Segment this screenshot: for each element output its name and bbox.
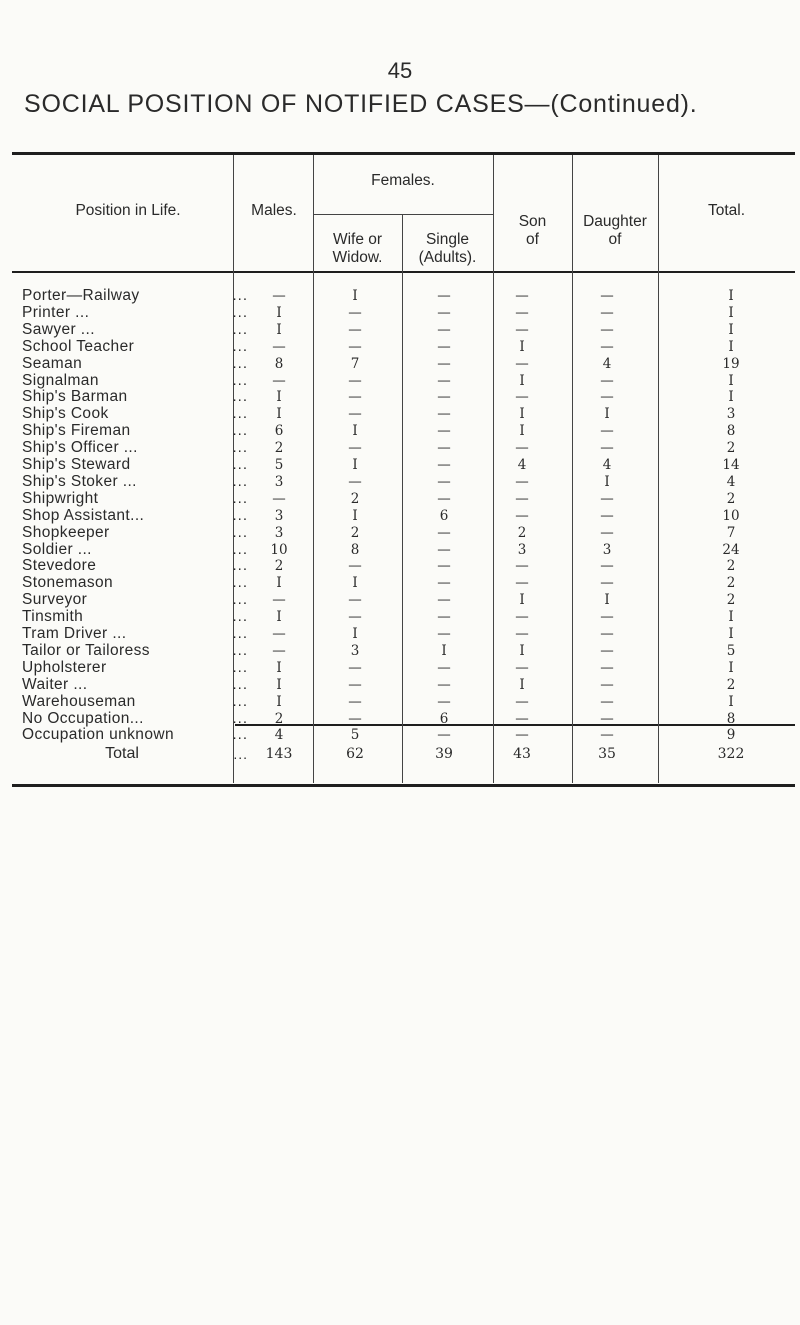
single-adults-cell: — <box>437 288 451 304</box>
daughter-of-cell: — <box>600 338 614 355</box>
row-dots: ... <box>232 675 248 693</box>
row-label: Ship's Fireman <box>22 422 131 440</box>
total-cell: I <box>728 288 734 304</box>
total-cell: I <box>728 693 734 710</box>
wife-or-widow-cell: 7 <box>350 355 360 372</box>
table-row <box>22 659 792 677</box>
table-row <box>22 693 792 711</box>
row-label: Shipwright <box>22 489 99 507</box>
total-cell: 2 <box>726 558 736 575</box>
row-dots: ... <box>232 625 248 642</box>
males-cell: I <box>276 304 282 321</box>
single-adults-cell: — <box>437 304 451 321</box>
header-total: Total. <box>707 202 746 219</box>
table-row <box>22 456 792 474</box>
daughter-of-cell: I <box>604 473 610 490</box>
males-cell: — <box>272 338 286 355</box>
son-of-cell: — <box>515 355 529 372</box>
totals-single: 39 <box>435 746 453 762</box>
row-dots: ... <box>232 337 248 355</box>
daughter-of-cell: — <box>600 676 614 693</box>
wife-or-widow-cell: — <box>348 659 362 676</box>
son-of-cell: — <box>515 710 529 727</box>
daughter-of-cell: — <box>600 507 614 524</box>
row-label: Shop Assistant... <box>22 506 145 524</box>
total-cell: 2 <box>726 575 736 592</box>
total-cell: 10 <box>722 507 740 524</box>
total-cell: 5 <box>726 642 736 659</box>
daughter-of-cell: — <box>600 321 614 338</box>
total-cell: I <box>728 321 734 338</box>
row-label: Upholsterer <box>22 658 107 676</box>
row-label: Ship's Stoker ... <box>22 472 137 490</box>
daughter-of-cell: — <box>600 642 614 659</box>
totals-daughter: 35 <box>598 746 616 762</box>
wife-or-widow-cell: 2 <box>350 524 360 541</box>
table-row <box>22 372 792 390</box>
header-wife-line2: Widow. <box>332 249 383 266</box>
single-adults-cell: 6 <box>439 507 449 524</box>
daughter-of-cell: — <box>600 440 614 457</box>
row-label: Ship's Steward <box>22 456 131 473</box>
header-males: Males. <box>251 202 297 219</box>
son-of-cell: — <box>515 693 529 710</box>
row-dots: ... <box>232 608 248 626</box>
daughter-of-cell: I <box>604 406 610 423</box>
single-adults-cell: I <box>441 642 447 659</box>
son-of-cell: I <box>519 676 525 693</box>
row-dots: ... <box>232 709 248 727</box>
single-adults-cell: — <box>437 406 451 423</box>
totals-males: 143 <box>265 746 293 762</box>
son-of-cell: 2 <box>517 524 527 541</box>
son-of-cell: — <box>515 473 529 490</box>
total-cell: 8 <box>726 710 736 727</box>
males-cell: 8 <box>274 355 284 372</box>
single-adults-cell: — <box>437 423 451 440</box>
row-label: Ship's Barman <box>22 388 128 406</box>
total-cell: 2 <box>726 490 736 507</box>
row-label: Warehouseman <box>22 692 136 710</box>
daughter-of-cell: — <box>600 710 614 727</box>
wife-or-widow-cell: I <box>352 575 358 592</box>
single-adults-cell: — <box>437 592 451 609</box>
males-cell: 10 <box>270 541 288 558</box>
daughter-of-cell: — <box>600 609 614 626</box>
son-of-cell: — <box>515 575 529 592</box>
row-dots: ... <box>232 540 248 558</box>
single-adults-cell: — <box>437 372 451 389</box>
son-of-cell: I <box>519 406 525 423</box>
wife-or-widow-cell: I <box>352 457 358 473</box>
single-adults-cell: — <box>437 355 451 372</box>
single-adults-cell: 6 <box>439 710 449 727</box>
row-label: Tailor or Tailoress <box>22 641 150 659</box>
row-dots: ... <box>232 692 248 710</box>
son-of-cell: — <box>515 626 529 642</box>
row-label: Ship's Cook <box>22 405 109 423</box>
total-cell: 4 <box>726 473 736 490</box>
single-adults-cell: — <box>437 457 451 473</box>
total-cell: 9 <box>726 727 736 744</box>
daughter-of-cell: — <box>600 693 614 710</box>
son-of-cell: I <box>519 338 525 355</box>
wife-or-widow-cell: 8 <box>350 541 360 558</box>
row-dots: ... <box>232 354 248 372</box>
table-row <box>22 304 792 322</box>
wife-or-widow-cell: 3 <box>350 642 360 659</box>
son-of-cell: — <box>515 440 529 457</box>
total-cell: 14 <box>722 457 740 473</box>
daughter-of-cell: — <box>600 524 614 541</box>
single-adults-cell: — <box>437 389 451 406</box>
single-adults-cell: — <box>437 473 451 490</box>
son-of-cell: — <box>515 490 529 507</box>
wife-or-widow-cell: I <box>352 626 358 642</box>
total-cell: 2 <box>726 440 736 457</box>
page-number: 45 <box>387 58 413 83</box>
single-adults-cell: — <box>437 524 451 541</box>
total-cell: I <box>728 389 734 406</box>
wife-or-widow-cell: — <box>348 609 362 626</box>
single-adults-cell: — <box>437 541 451 558</box>
wife-or-widow-cell: I <box>352 288 358 304</box>
males-cell: I <box>276 406 282 423</box>
total-cell: I <box>728 626 734 642</box>
row-label: Waiter ... <box>22 675 88 693</box>
males-cell: I <box>276 321 282 338</box>
totals-row <box>22 744 792 764</box>
son-of-cell: — <box>515 507 529 524</box>
single-adults-cell: — <box>437 490 451 507</box>
wife-or-widow-cell: — <box>348 440 362 457</box>
females-sub-rule <box>313 214 493 215</box>
header-bottom-rule <box>12 271 795 273</box>
males-cell: — <box>272 490 286 507</box>
bottom-rule <box>12 784 795 787</box>
table-row <box>22 574 792 592</box>
row-dots: ... <box>232 287 248 304</box>
table-row <box>22 507 792 525</box>
table-row <box>22 422 792 440</box>
row-dots: ... <box>232 405 248 423</box>
row-dots: ... <box>232 658 248 676</box>
table-row <box>22 710 792 728</box>
totals-dots: ... <box>233 746 248 762</box>
son-of-cell: I <box>519 372 525 389</box>
row-label: No Occupation... <box>22 709 144 727</box>
table-row <box>22 321 792 339</box>
row-dots: ... <box>232 506 248 524</box>
row-label: Shopkeeper <box>22 523 110 541</box>
daughter-of-cell: — <box>600 575 614 592</box>
table-row <box>22 439 792 457</box>
single-adults-cell: — <box>437 321 451 338</box>
table-row <box>22 490 792 508</box>
row-dots: ... <box>232 489 248 507</box>
daughter-of-cell: — <box>600 372 614 389</box>
row-label: Printer ... <box>22 303 90 321</box>
total-cell: 2 <box>726 592 736 609</box>
row-label: Surveyor <box>22 591 88 609</box>
daughter-of-cell: — <box>600 423 614 440</box>
row-label: Ship's Officer ... <box>22 439 138 457</box>
table-row <box>22 557 792 575</box>
header-son-line1: Son <box>518 213 547 230</box>
wife-or-widow-cell: I <box>352 507 358 524</box>
son-of-cell: — <box>515 321 529 338</box>
row-label: Stevedore <box>22 557 97 575</box>
header-daughter-line2: of <box>608 231 622 248</box>
males-cell: 2 <box>274 710 284 727</box>
males-cell: 4 <box>274 727 284 744</box>
single-adults-cell: — <box>437 609 451 626</box>
son-of-cell: I <box>519 423 525 440</box>
header-position: Position in Life. <box>75 202 181 219</box>
row-dots: ... <box>232 472 248 490</box>
single-adults-cell: — <box>437 727 451 744</box>
daughter-of-cell: — <box>600 659 614 676</box>
top-rule <box>12 152 795 155</box>
row-dots: ... <box>232 641 248 659</box>
table-row <box>22 355 792 373</box>
table-row <box>22 642 792 660</box>
daughter-of-cell: — <box>600 288 614 304</box>
row-dots: ... <box>232 574 248 592</box>
table-row <box>22 388 792 406</box>
males-cell: 3 <box>274 473 284 490</box>
row-dots: ... <box>232 439 248 457</box>
males-cell: 2 <box>274 558 284 575</box>
row-label: Porter—Railway <box>22 287 140 304</box>
wife-or-widow-cell: 2 <box>350 490 360 507</box>
total-cell: I <box>728 659 734 676</box>
males-cell: 3 <box>274 524 284 541</box>
row-dots: ... <box>232 523 248 541</box>
table-row <box>22 524 792 542</box>
table-row <box>22 287 792 305</box>
row-dots: ... <box>232 371 248 389</box>
total-cell: I <box>728 304 734 321</box>
son-of-cell: 3 <box>517 541 527 558</box>
page-title: SOCIAL POSITION OF NOTIFIED CASES—(Continued). <box>24 90 698 118</box>
wife-or-widow-cell: — <box>348 372 362 389</box>
son-of-cell: 4 <box>517 457 527 473</box>
son-of-cell: — <box>515 304 529 321</box>
table-row <box>22 338 792 356</box>
daughter-of-cell: 4 <box>602 457 612 473</box>
wife-or-widow-cell: — <box>348 693 362 710</box>
daughter-of-cell: 4 <box>602 355 612 372</box>
son-of-cell: — <box>515 558 529 575</box>
total-cell: 24 <box>722 541 740 558</box>
males-cell: 6 <box>274 423 284 440</box>
daughter-of-cell: — <box>600 389 614 406</box>
total-cell: I <box>728 338 734 355</box>
total-cell: 3 <box>726 406 736 423</box>
row-label: Signalman <box>22 371 99 389</box>
son-of-cell: I <box>519 642 525 659</box>
header-single-line1: Single <box>425 231 470 248</box>
row-dots: ... <box>232 456 248 473</box>
row-dots: ... <box>232 422 248 440</box>
daughter-of-cell: 3 <box>602 541 612 558</box>
males-cell: 2 <box>274 440 284 457</box>
single-adults-cell: — <box>437 558 451 575</box>
single-adults-cell: — <box>437 575 451 592</box>
total-cell: 8 <box>726 423 736 440</box>
table-row <box>22 405 792 423</box>
table-row <box>22 726 792 744</box>
row-dots: ... <box>232 557 248 575</box>
son-of-cell: — <box>515 609 529 626</box>
total-cell: 2 <box>726 676 736 693</box>
row-label: Tram Driver ... <box>22 625 127 642</box>
row-label: Sawyer ... <box>22 320 95 338</box>
single-adults-cell: — <box>437 440 451 457</box>
males-cell: — <box>272 626 286 642</box>
total-cell: 7 <box>726 524 736 541</box>
daughter-of-cell: — <box>600 626 614 642</box>
totals-wife: 62 <box>346 746 364 762</box>
total-cell: I <box>728 372 734 389</box>
males-cell: 5 <box>274 457 284 473</box>
males-cell: I <box>276 659 282 676</box>
daughter-of-cell: — <box>600 304 614 321</box>
row-label: Stonemason <box>22 574 114 592</box>
row-dots: ... <box>232 303 248 321</box>
total-cell: 19 <box>722 355 740 372</box>
wife-or-widow-cell: — <box>348 304 362 321</box>
table-row <box>22 625 792 643</box>
wife-or-widow-cell: — <box>348 473 362 490</box>
wife-or-widow-cell: — <box>348 321 362 338</box>
row-label: Seaman <box>22 354 83 372</box>
row-label: School Teacher <box>22 337 135 355</box>
daughter-of-cell: I <box>604 592 610 609</box>
row-dots: ... <box>232 388 248 406</box>
wife-or-widow-cell: I <box>352 423 358 440</box>
males-cell: — <box>272 642 286 659</box>
son-of-cell: — <box>515 727 529 744</box>
males-cell: I <box>276 575 282 592</box>
header-son-line2: of <box>526 231 539 248</box>
header-wife-line1: Wife or <box>332 231 383 248</box>
males-cell: I <box>276 389 282 406</box>
totals-son: 43 <box>513 746 531 762</box>
wife-or-widow-cell: — <box>348 710 362 727</box>
totals-label: Total <box>105 745 139 762</box>
single-adults-cell: — <box>437 693 451 710</box>
single-adults-cell: — <box>437 676 451 693</box>
males-cell: 3 <box>274 507 284 524</box>
header-daughter-line1: Daughter <box>583 213 647 230</box>
wife-or-widow-cell: — <box>348 592 362 609</box>
wife-or-widow-cell: — <box>348 558 362 575</box>
son-of-cell: I <box>519 592 525 609</box>
table-row <box>22 473 792 491</box>
row-label: Soldier ... <box>22 540 92 558</box>
daughter-of-cell: — <box>600 558 614 575</box>
single-adults-cell: — <box>437 659 451 676</box>
header-females: Females. <box>371 172 435 189</box>
wife-or-widow-cell: — <box>348 676 362 693</box>
table-row <box>22 608 792 626</box>
single-adults-cell: — <box>437 626 451 642</box>
row-dots: ... <box>232 591 248 609</box>
single-adults-cell: — <box>437 338 451 355</box>
table-row <box>22 591 792 609</box>
row-dots: ... <box>232 726 248 744</box>
table-row <box>22 676 792 694</box>
males-cell: — <box>272 288 286 304</box>
males-cell: I <box>276 676 282 693</box>
son-of-cell: — <box>515 389 529 406</box>
males-cell: — <box>272 592 286 609</box>
daughter-of-cell: — <box>600 727 614 744</box>
wife-or-widow-cell: 5 <box>350 727 360 744</box>
males-cell: I <box>276 693 282 710</box>
row-dots: ... <box>232 320 248 338</box>
daughter-of-cell: — <box>600 490 614 507</box>
son-of-cell: — <box>515 659 529 676</box>
header-single-line2: (Adults). <box>418 249 477 266</box>
table-row <box>22 541 792 559</box>
males-cell: — <box>272 372 286 389</box>
males-cell: I <box>276 609 282 626</box>
totals-total: 322 <box>717 746 745 762</box>
row-label: Tinsmith <box>22 608 84 626</box>
son-of-cell: — <box>515 288 529 304</box>
total-cell: I <box>728 609 734 626</box>
wife-or-widow-cell: — <box>348 406 362 423</box>
wife-or-widow-cell: — <box>348 389 362 406</box>
row-label: Occupation unknown <box>22 726 174 744</box>
wife-or-widow-cell: — <box>348 338 362 355</box>
